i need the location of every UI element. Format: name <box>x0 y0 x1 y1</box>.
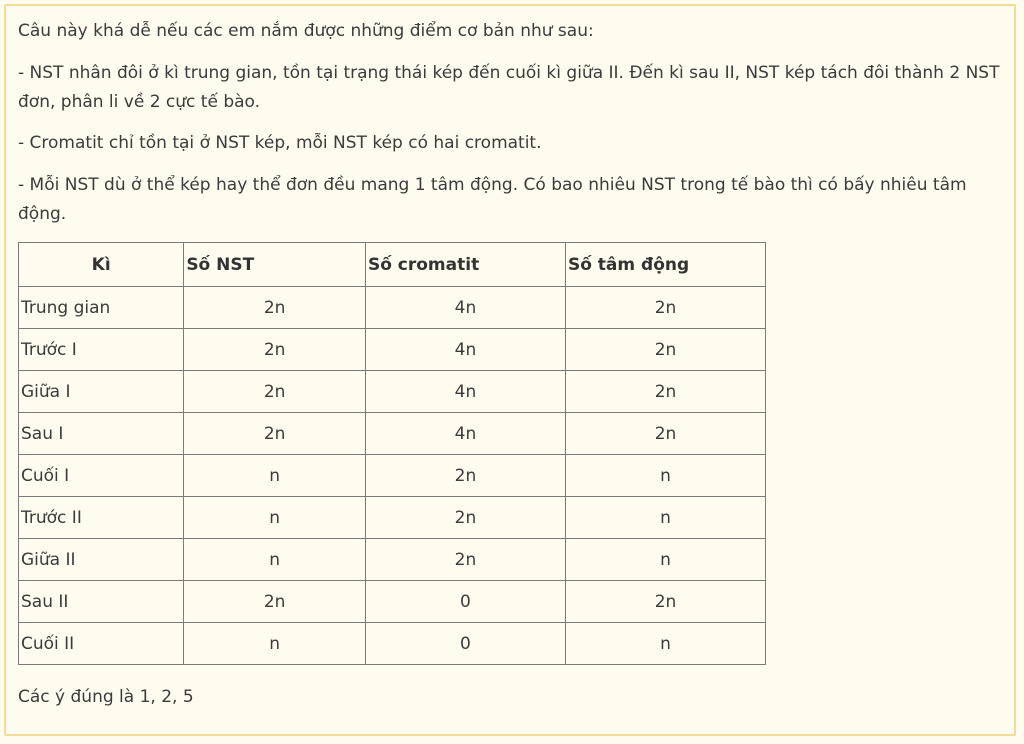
value-cell: n <box>184 539 366 581</box>
table-row <box>19 623 766 665</box>
value-cell: 2n <box>565 287 765 329</box>
phase-cell: Sau I <box>19 413 184 455</box>
value-cell: n <box>565 497 765 539</box>
table-header-cell: Kì <box>19 243 184 287</box>
phase-cell: Trước II <box>19 497 184 539</box>
bullet-cromatit: - Cromatit chỉ tồn tại ở NST kép, mỗi NST kép có hai cromatit. <box>18 133 542 153</box>
phase-cell: Cuối I <box>19 455 184 497</box>
table-row <box>19 455 766 497</box>
value-cell: 2n <box>184 329 366 371</box>
value-cell: 2n <box>184 413 366 455</box>
intro-text: Câu này khá dễ nếu các em nắm được những điểm cơ bản như sau: <box>18 21 594 41</box>
table-row <box>19 329 766 371</box>
table-header-cell: Số NST <box>184 243 366 287</box>
value-cell: 0 <box>365 581 565 623</box>
value-cell: 2n <box>565 329 765 371</box>
value-cell: 4n <box>365 287 565 329</box>
value-cell: n <box>565 539 765 581</box>
value-cell: 2n <box>565 413 765 455</box>
phase-cell: Giữa I <box>19 371 184 413</box>
phase-cell: Trước I <box>19 329 184 371</box>
bullet-nst-duplication: - NST nhân đôi ở kì trung gian, tồn tại trạng thái kép đến cuối kì giữa II. Đến kì sau II, NST kép tách đôi thành 2 NST đơn, phân li về 2 cực tế bào. <box>18 63 1000 112</box>
value-cell: 2n <box>565 371 765 413</box>
value-cell: n <box>565 623 765 665</box>
table-row <box>19 371 766 413</box>
value-cell: 2n <box>184 581 366 623</box>
value-cell: n <box>184 455 366 497</box>
value-cell: n <box>565 455 765 497</box>
value-cell: 2n <box>365 497 565 539</box>
phase-cell: Cuối II <box>19 623 184 665</box>
value-cell: 0 <box>365 623 565 665</box>
phase-cell: Sau II <box>19 581 184 623</box>
table-row <box>19 287 766 329</box>
value-cell: n <box>184 497 366 539</box>
table-header-cell: Số cromatit <box>365 243 565 287</box>
value-cell: n <box>184 623 366 665</box>
table-header-cell: Số tâm động <box>565 243 765 287</box>
meiosis-table <box>18 242 766 665</box>
table-header-row <box>19 243 766 287</box>
value-cell: 2n <box>365 539 565 581</box>
value-cell: 4n <box>365 413 565 455</box>
value-cell: 2n <box>365 455 565 497</box>
table-row <box>19 581 766 623</box>
value-cell: 4n <box>365 329 565 371</box>
table-row <box>19 413 766 455</box>
table-row <box>19 497 766 539</box>
bullet-centromere: - Mỗi NST dù ở thể kép hay thể đơn đều mang 1 tâm động. Có bao nhiêu NST trong tế bào thì có bấy nhiêu tâm động. <box>18 175 967 224</box>
phase-cell: Trung gian <box>19 287 184 329</box>
conclusion-text: Các ý đúng là 1, 2, 5 <box>18 687 194 707</box>
value-cell: 2n <box>184 287 366 329</box>
value-cell: 2n <box>184 371 366 413</box>
table-row <box>19 539 766 581</box>
phase-cell: Giữa II <box>19 539 184 581</box>
value-cell: 4n <box>365 371 565 413</box>
value-cell: 2n <box>565 581 765 623</box>
